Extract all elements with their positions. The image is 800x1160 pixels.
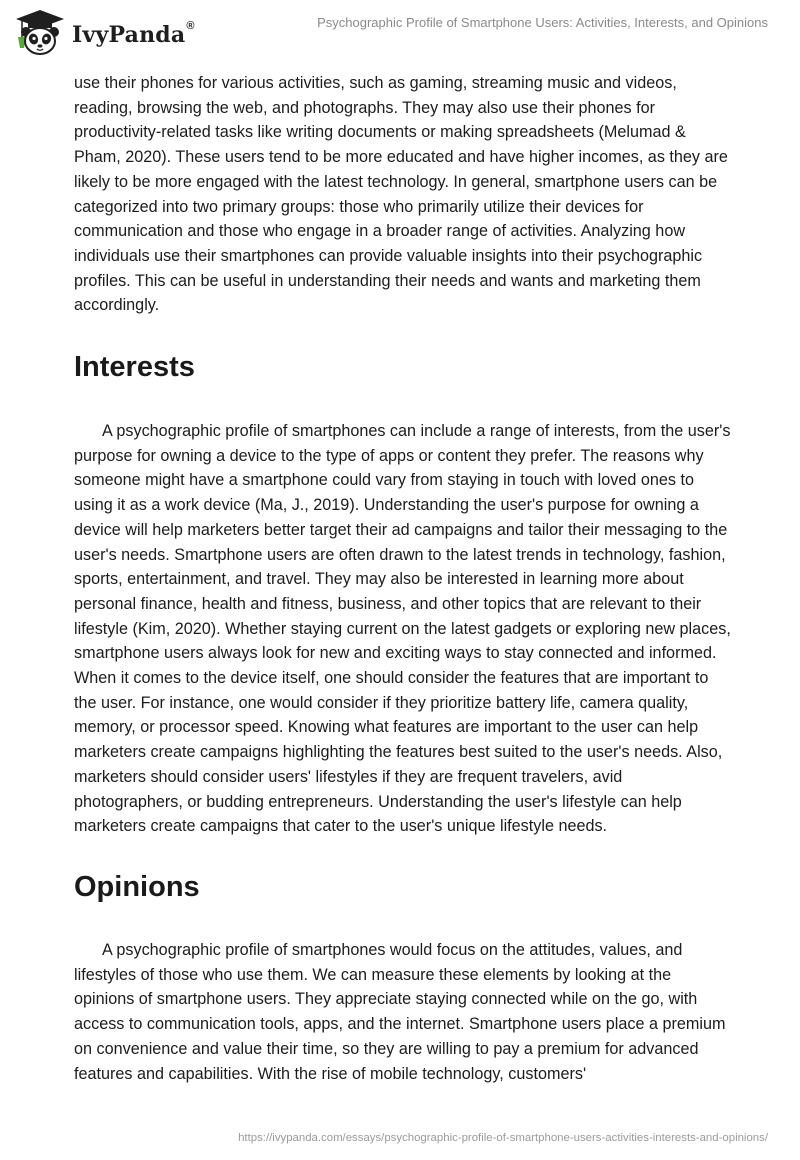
logo-wordmark: IvyPanda: [72, 22, 186, 48]
interests-paragraph: A psychographic profile of smartphones can include a range of interests, from the user's purpose for owning a device to the type of apps or content they prefer. The reasons why someone might have a smartphone could vary from staying in touch with loved ones to using it as a work device (Ma, J., 2019). Understanding the user's purpose for owning a device will help marketers better target their ad campaigns and tailor their messaging to the user's needs. Smartphone users are often drawn to the latest trends in technology, fashion, sports, entertainment, and travel. They may also be interested in learning more about personal finance, health and fitness, business, and other topics that are relevant to their lifestyle (Kim, 2020). Whether staying current on the latest gadgets or exploring new places, smartphone users always look for new and exciting ways to stay connected and informed. When it comes to the device itself, one should consider the features that are important to the user. For instance, one would consider if they prioritize battery life, camera quality, memory, or processor speed. Knowing what features are important to the user can help marketers create campaigns highlighting the features best suited to the user's needs. Also, marketers should consider users' lifestyles if they are frequent travelers, avid photographers, or budding entrepreneurs. Understanding the user's lifestyle can help marketers create campaigns that cater to the user's unique lifestyle needs.: [74, 422, 731, 836]
panda-graduate-icon: [14, 8, 66, 58]
opinions-heading: Opinions: [74, 870, 200, 903]
ivypanda-logo[interactable]: [14, 8, 195, 58]
logo-text: [72, 22, 195, 48]
source-url-link[interactable]: https://ivypanda.com/essays/psychographic-profile-of-smartphone-users-activities-interests-and-opinions/: [238, 1132, 768, 1144]
intro-paragraph: use their phones for various activities, such as gaming, streaming music and videos, reading, browsing the web, and photographs. They may also use their phones for productivity-related tasks like writing documents or making spreadsheets (Melumad & Pham, 2020). These users tend to be more educated and have higher incomes, as they are likely to be more engaged with the latest technology. In general, smartphone users can be categorized into two primary groups: those who primarily utilize their devices for communication and those who engage in a broader range of activities. Analyzing how individuals use their smartphones can provide valuable insights into their psychographic profiles. This can be useful in understanding their needs and wants and marketing them accordingly.: [74, 74, 728, 315]
page-header: [0, 0, 800, 70]
registered-mark: ®: [186, 20, 195, 32]
opinions-paragraph: A psychographic profile of smartphones would focus on the attitudes, values, and lifestyles of those who use them. We can measure these elements by looking at the opinions of smartphone users. They appreciate staying connected while on the go, with access to communication tools, apps, and the internet. Smartphone users place a premium on convenience and value their time, so they are willing to pay a premium for advanced features and capabilities. With the rise of mobile technology, customers': [74, 940, 726, 1083]
running-title: Psychographic Profile of Smartphone Users: Activities, Interests, and Opinions: [317, 15, 768, 30]
interests-heading: Interests: [74, 351, 195, 384]
essay-content: [74, 71, 734, 1086]
